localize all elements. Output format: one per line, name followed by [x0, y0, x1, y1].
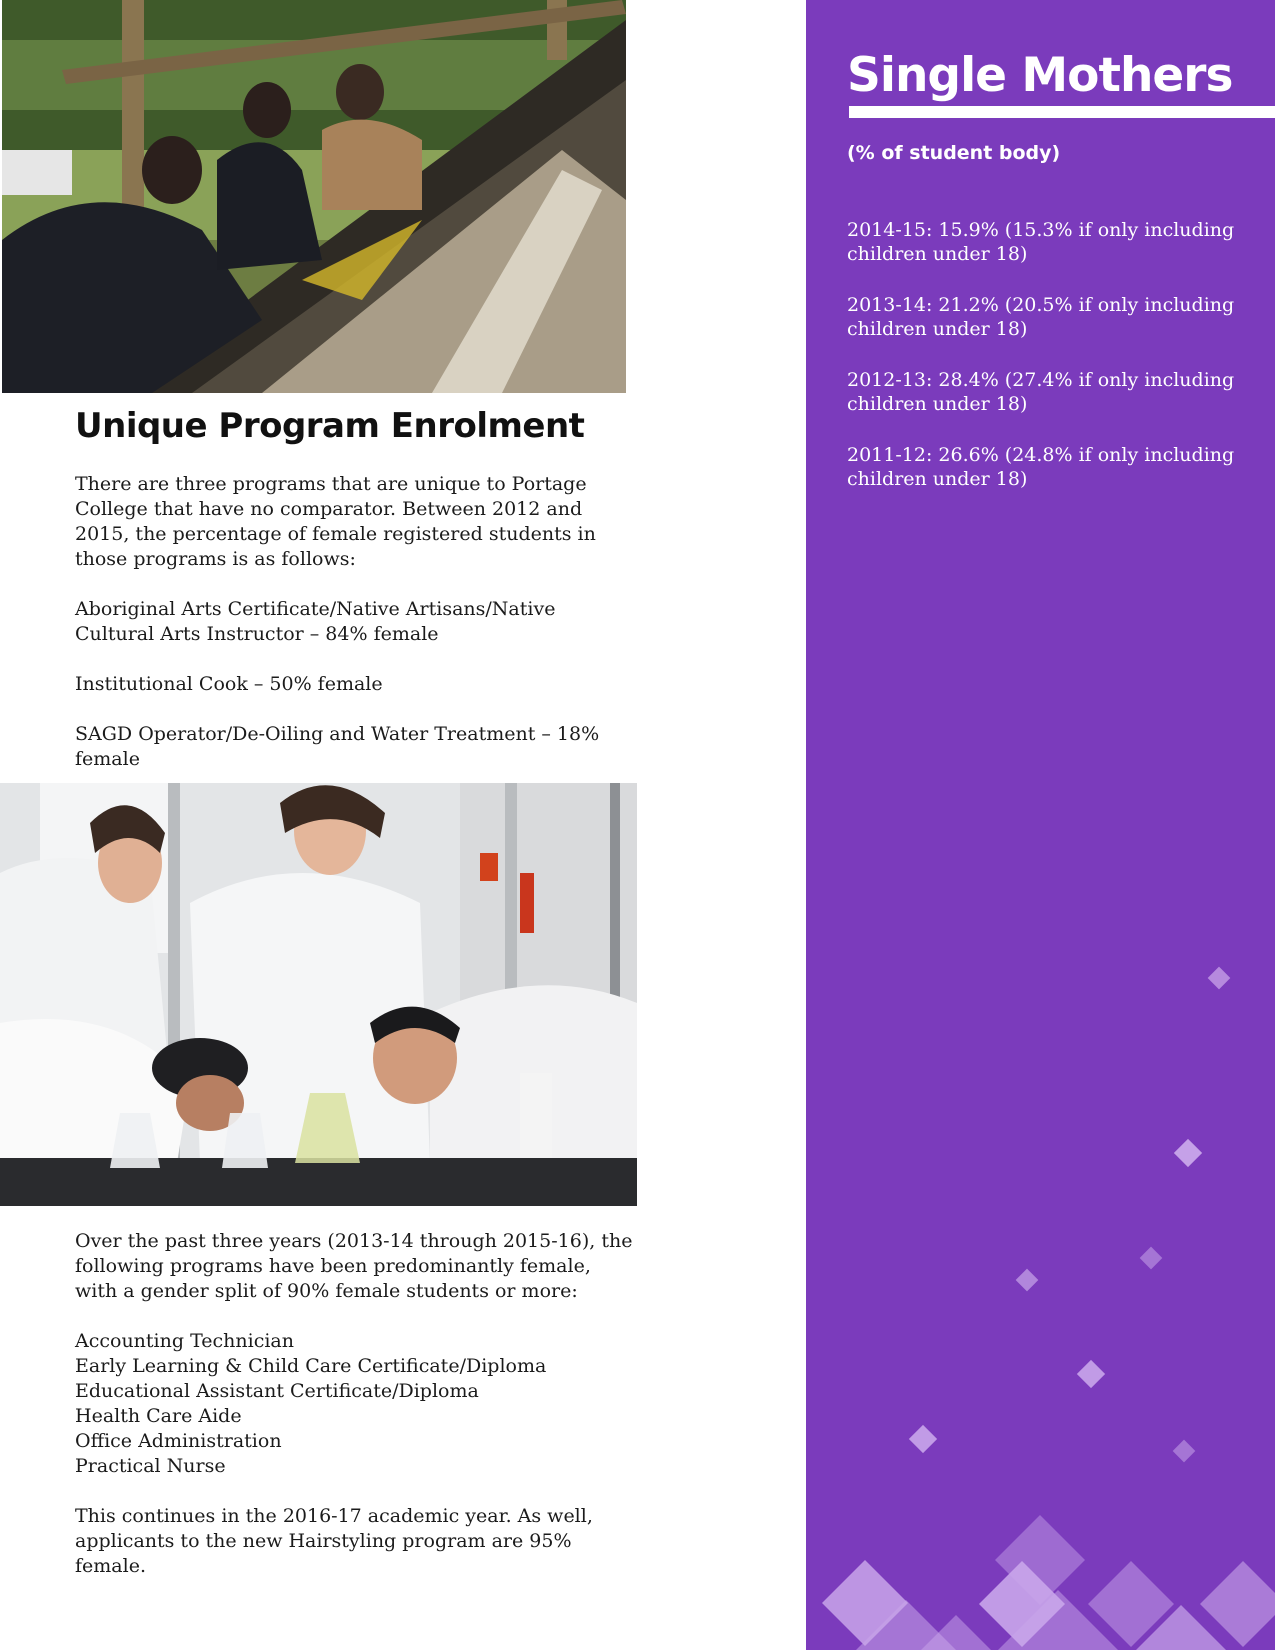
stat-2013-14: 2013-14: 21.2% (20.5% if only including children under 18) [847, 294, 1235, 340]
photo-women-hide-tanning [2, 0, 626, 393]
list-item: Accounting Technician [75, 1330, 294, 1352]
stat-2014-15: 2014-15: 15.9% (15.3% if only including children under 18) [847, 219, 1235, 265]
section-heading: Unique Program Enrolment [75, 406, 585, 446]
outro-paragraph: Over the past three years (2013-14 through 2015-16), the following programs have been predominantly female, with a gender split of 90% female students or more: [75, 1230, 633, 1302]
list-item: Health Care Aide [75, 1405, 242, 1427]
closing-paragraph: This continues in the 2016-17 academic year. As well, applicants to the new Hairstyling program are 95% female. [75, 1505, 593, 1577]
female-programs-list [75, 1329, 546, 1479]
sidebar-title: Single Mothers [847, 48, 1233, 103]
list-item: Practical Nurse [75, 1455, 226, 1477]
list-item: Educational Assistant Certificate/Diploma [75, 1380, 479, 1402]
program-item-aboriginal-arts: Aboriginal Arts Certificate/Native Artisans/Native Cultural Arts Instructor – 84% female [75, 598, 556, 645]
program-item-sagd-operator: SAGD Operator/De-Oiling and Water Treatment – 18% female [75, 723, 600, 770]
list-item: Office Administration [75, 1430, 282, 1452]
sidebar-panel [806, 0, 1275, 1650]
stat-2012-13: 2012-13: 28.4% (27.4% if only including children under 18) [847, 369, 1235, 415]
photo-students-in-lab [0, 783, 637, 1206]
title-underline [849, 106, 1275, 118]
program-item-institutional-cook: Institutional Cook – 50% female [75, 673, 383, 695]
intro-paragraph: There are three programs that are unique to Portage College that have no comparator. Between 2012 and 2015, the percentage of female registered students in those programs is as follows: [75, 473, 596, 570]
list-item: Early Learning & Child Care Certificate/Diploma [75, 1355, 547, 1377]
stat-2011-12: 2011-12: 26.6% (24.8% if only including children under 18) [847, 444, 1235, 490]
sidebar-subtitle: (% of student body) [847, 142, 1061, 164]
